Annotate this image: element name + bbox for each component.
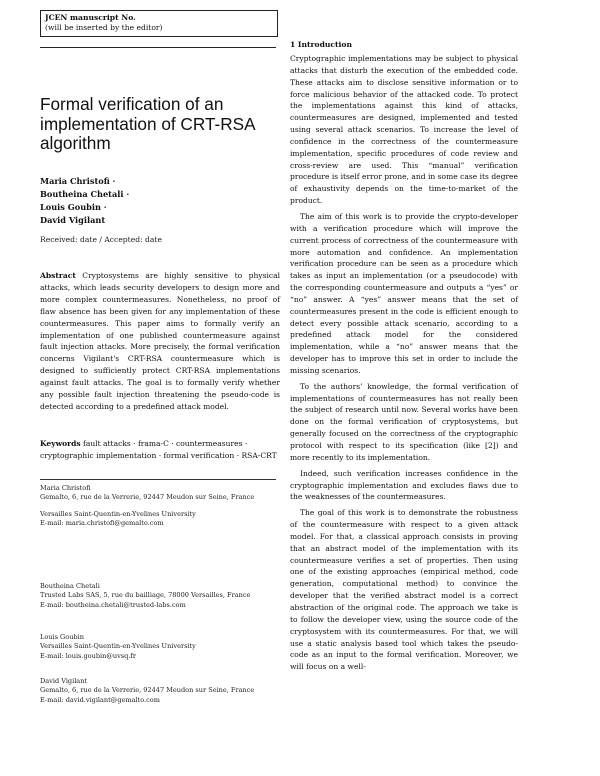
section-title: 1 Introduction (290, 40, 353, 49)
abstract-text: Cryptosystems are highly sensitive to physical attacks, which leads security developers to design more and more complex countermeasures. Nonetheless, no proof of flaw absence has been given for any implementation of these countermeasures. This paper aims to formally verify an implementation of one published countermeasure against fault injection attacks. More precisely, the formal verification concerns Vigilant's CRT-RSA countermeasure which is designed to sufficiently protect CRT-RSA implementations against fault attacks. The goal is to formally verify whether any possible fault injection threatening the pseudo-code is detected according to a predefined attack model. (40, 271, 280, 411)
affiliation-block (40, 633, 276, 661)
affiliation-line: Versailles Saint-Quentin-en-Yvelines University (40, 642, 196, 651)
journal-box (40, 10, 278, 37)
affiliation-email: E-mail: louis.goubin@uvsq.fr (40, 651, 136, 660)
received-date: Received: date / Accepted: date (40, 235, 162, 244)
affiliation-name: David Vigilant (40, 677, 88, 685)
author-name: Louis Goubin · (40, 202, 107, 212)
affiliation-name: Maria Christofi (40, 484, 91, 492)
author-name: Boutheina Chetali · (40, 189, 130, 199)
keywords-label: Keywords (40, 439, 81, 448)
affiliation-line: Gemalto, 6, rue de la Verrerie, 92447 Meudon sur Seine, France (40, 493, 255, 502)
journal-header (40, 10, 276, 37)
affiliation-rule (40, 479, 276, 480)
affiliation-line: Versailles Saint-Quentin-en-Yvelines University (40, 509, 196, 518)
paragraph: Indeed, such verification increases confidence in the cryptographic implementation and excludes flaws due to the weaknesses of the countermeasures. (290, 468, 518, 502)
affiliation-line: Trusted Labs SAS, 5, rue du bailliage, 78000 Versailles, France (40, 591, 251, 600)
affiliation-email: E-mail: david.vigilant@gemalto.com (40, 695, 160, 704)
header-rule (40, 47, 276, 48)
affiliation-line: Gemalto, 6, rue de la Verrerie, 92447 Meudon sur Seine, France (40, 686, 255, 695)
affiliation-block (40, 582, 276, 610)
paper-title: Formal verification of an implementation of CRT-RSA algorithm (40, 94, 255, 153)
author-list (40, 175, 280, 227)
author-name: Maria Christofi · (40, 176, 116, 186)
affiliation-email: E-mail: boutheina.chetali@trusted-labs.com (40, 600, 186, 609)
journal-box-line2: (will be inserted by the editor) (45, 23, 163, 32)
affiliation-block (40, 484, 276, 529)
paragraph: To the authors’ knowledge, the formal verification of implementations of countermeasures has not really been the subject of research until now. Several works have been done on the formal verification of cryptosystems, but generally focused on the correctness of the cryptographic protocol with respect to its specification (like [2]) and more recently to its implementation. (290, 381, 518, 462)
abstract-label: Abstract (40, 271, 76, 280)
abstract (40, 270, 280, 413)
keywords-text: fault attacks · frama-C · countermeasures · cryptographic implementation · formal verification · RSA-CRT (40, 439, 277, 460)
keywords (40, 438, 280, 462)
affiliation-block (40, 677, 276, 705)
paragraph: Cryptographic implementations may be subject to physical attacks that disturb the execution of the embedded code. These attacks aim to disclose sensitive information or to force malicious behavior of the attacked code. To protect the implementations against this kind of attacks, countermeasures are designed, implemented and tested using several attack scenarios. To increase the level of confidence in the correctness of the countermeasure implementation, specific procedures of code review and cross-review are used. This “manual” verification procedure is itself error prone, and in some case its degree of exhaustivity depends on the time-to-market of the product. (290, 54, 518, 206)
paragraph: The aim of this work is to provide the crypto-developer with a verification procedure which will improve the current process of correctness of the countermeasure with more automation and confidence. An implementation verification procedure can be seen as a procedure which takes as input an implementation (or a pseudocode) with the corresponding countermeasure and outputs a “yes” or “no” answer. A “yes” answer means that the set of countermeasures present in the code is efficient enough to detect every possible attack scenario, according to a predefined attack model for the considered implementation, while a “no” answer means that the developer has to improve this set in order to include the missing scenarios. (290, 211, 518, 375)
author-name: David Vigilant (40, 215, 106, 225)
journal-box-line1: JCEN manuscript No. (45, 13, 136, 22)
affiliation-email: E-mail: maria.christofi@gemalto.com (40, 519, 164, 528)
affiliation-name: Louis Goubin (40, 633, 84, 641)
affiliation-name: Boutheina Chetali (40, 582, 100, 590)
introduction-section (290, 40, 518, 677)
paragraph: The goal of this work is to demonstrate the robustness of the countermeasure with respect to a given attack model. For that, a classical approach consists in proving that an abstract model of the implementation with its countermeasure verifies a set of properties. Then using one of the existing approaches (empirical method, code generation, computational method) to convince the developer that the verified abstract model is a correct abstraction of the original code. The approach we take is to follow the developer view, using the source code of the cryptosystem with its countermeasures. For that, we will use a static analysis based tool which takes the pseudo-code as an input to the formal verification. Moreover, we will focus on a well- (290, 508, 518, 672)
